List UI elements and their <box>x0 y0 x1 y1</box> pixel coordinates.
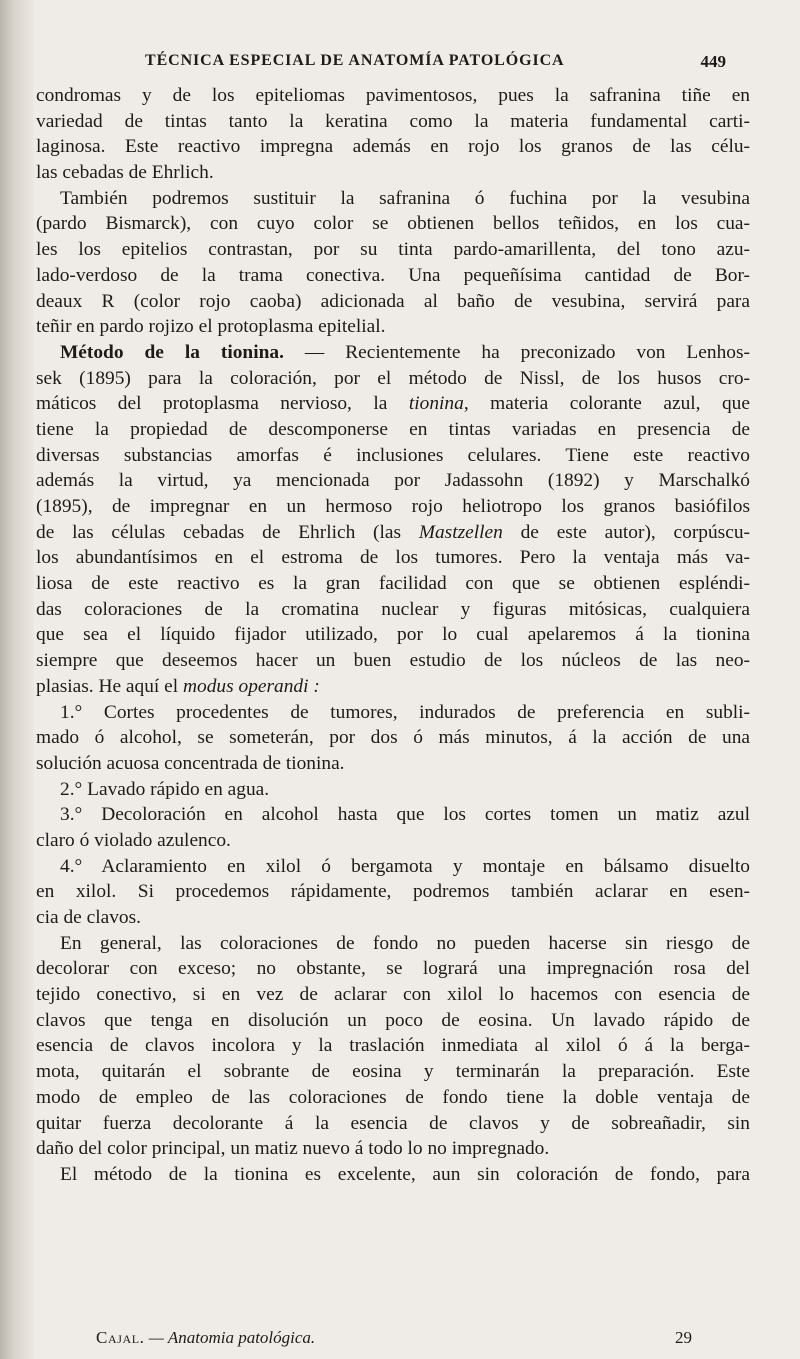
text-fragment: materia colorante azul, que <box>468 393 750 415</box>
text-fragment: de las células cebadas de Ehrlich (las <box>36 521 402 543</box>
footer-book-title: Anatomia patológica. <box>167 1328 316 1347</box>
footer-dash: — <box>144 1328 168 1347</box>
text-line: mota, quitarán el sobrante de eosina y terminarán la preparación. Este <box>36 1061 750 1083</box>
running-header <box>36 52 776 76</box>
text-line: (1895), de impregnar en un hermoso rojo heliotropo los granos basiófilos <box>36 496 750 517</box>
text-line: sek (1895) para la coloración, por el método de Nissl, de los husos cro- <box>36 367 750 389</box>
text-line: en xilol. Si procedemos rápidamente, podremos también aclarar en esen- <box>36 881 750 903</box>
footer-author: Cajal. <box>96 1328 145 1347</box>
text-fragment: máticos del protoplasma nervioso, la <box>36 393 388 415</box>
text-line: solución acuosa concentrada de tionina. <box>36 752 345 774</box>
text-line: deaux R (color rojo caoba) adicionada al baño de vesubina, servirá para <box>36 290 750 312</box>
text-line: esencia de clavos incolora y la traslación inmediata al xilol ó á la berga- <box>36 1035 750 1057</box>
page-footer <box>96 1328 696 1348</box>
italic-term: modus operandi : <box>183 675 320 697</box>
text-line: decolorar con exceso; no obstante, se logrará una impregnación rosa del <box>36 958 750 980</box>
text-line: variedad de tintas tanto la keratina como la materia fundamental carti- <box>36 110 750 132</box>
text-line: siempre que deseemos hacer un buen estudio de los núcleos de las neo- <box>36 650 750 672</box>
text-line: condromas y de los epiteliomas pavimentosos, pues la safranina tiñe en <box>36 85 750 106</box>
text-fragment: Recientemente ha preconizado von Lenhos- <box>345 341 750 363</box>
text-line <box>36 520 750 546</box>
text-line: modo de empleo de las coloraciones de fondo tiene la doble ventaja de <box>36 1086 750 1108</box>
text-line <box>36 391 750 417</box>
step-3-line: 3.° Decoloración en alcohol hasta que los cortes tomen un matiz azul <box>60 804 750 826</box>
text-line: quitar fuerza decolorante á la esencia de clavos y de sobreañadir, sin <box>36 1112 750 1134</box>
page-number: 449 <box>700 52 726 71</box>
text-line: daño del color principal, un matiz nuevo á todo lo no impregnado. <box>36 1138 550 1160</box>
signature-mark: 29 <box>675 1328 692 1347</box>
header-title: TÉCNICA ESPECIAL DE ANATOMÍA PATOLÓGICA <box>145 52 565 69</box>
step-1-line: 1.° Cortes procedentes de tumores, indurados de preferencia en subli- <box>60 701 750 723</box>
step-2-line: 2.° Lavado rápido en agua. <box>60 778 270 800</box>
text-line: laginosa. Este reactivo impregna además en rojo los granos de las célu- <box>36 136 750 158</box>
text-line: además la virtud, ya mencionada por Jadassohn (1892) y Marschalkó <box>36 470 750 492</box>
text-line: las cebadas de Ehrlich. <box>36 162 214 184</box>
section-heading: Método de la tionina. <box>60 341 284 363</box>
text-line: mado ó alcohol, se someterán, por dos ó más minutos, á la acción de una <box>36 727 750 749</box>
page-gutter-shadow <box>0 0 34 1359</box>
text-line: liosa de este reactivo es la gran facilidad con que se obtienen espléndi- <box>36 573 750 595</box>
text-line: lado-verdoso de la trama conectiva. Una pequeñísima cantidad de Bor- <box>36 264 750 286</box>
text-line: clavos que tenga en disolución un poco de eosina. Un lavado rápido de <box>36 1009 750 1031</box>
text-line: También podremos sustituir la safranina ó fuchina por la vesubina <box>60 187 750 209</box>
heading-dash: — <box>283 341 346 363</box>
text-line: les los epitelios contrastan, por su tinta pardo-amarillenta, del tono azu- <box>36 239 750 261</box>
text-line: El método de la tionina es excelente, aun sin coloración de fondo, para <box>60 1163 750 1185</box>
text-line: tejido conectivo, si en vez de aclarar con xilol lo hacemos con esencia de <box>36 984 750 1006</box>
text-line <box>36 674 750 700</box>
text-line: teñir en pardo rojizo el protoplasma epitelial. <box>36 316 386 338</box>
text-fragment: de este autor), corpúscu- <box>502 521 750 543</box>
text-line: que sea el líquido fijador utilizado, por lo cual apelaremos á la tionina <box>36 624 750 646</box>
text-line: cia de clavos. <box>36 907 141 928</box>
text-line: diversas substancias amorfas é inclusiones celulares. Tiene este reactivo <box>36 444 750 466</box>
text-fragment: plasias. He aquí el <box>36 675 179 697</box>
method-heading-line <box>36 340 750 366</box>
text-line: das coloraciones de la cromatina nuclear y figuras mitósicas, cualquiera <box>36 598 750 620</box>
step-4-line: 4.° Aclaramiento en xilol ó bergamota y montaje en bálsamo disuelto <box>60 855 750 877</box>
text-line: (pardo Bismarck), con cuyo color se obtienen bellos teñidos, en los cua- <box>36 213 750 235</box>
text-line: claro ó violado azulenco. <box>36 829 231 851</box>
italic-term: Mastzellen <box>418 521 503 543</box>
text-line: En general, las coloraciones de fondo no pueden hacerse sin riesgo de <box>60 932 750 954</box>
text-line: tiene la propiedad de descomponerse en tintas variadas en presencia de <box>36 418 750 440</box>
body-text <box>36 83 750 1188</box>
italic-term: tionina, <box>408 393 469 415</box>
text-line: los abundantísimos en el estroma de los tumores. Pero la ventaja más va- <box>36 547 750 569</box>
